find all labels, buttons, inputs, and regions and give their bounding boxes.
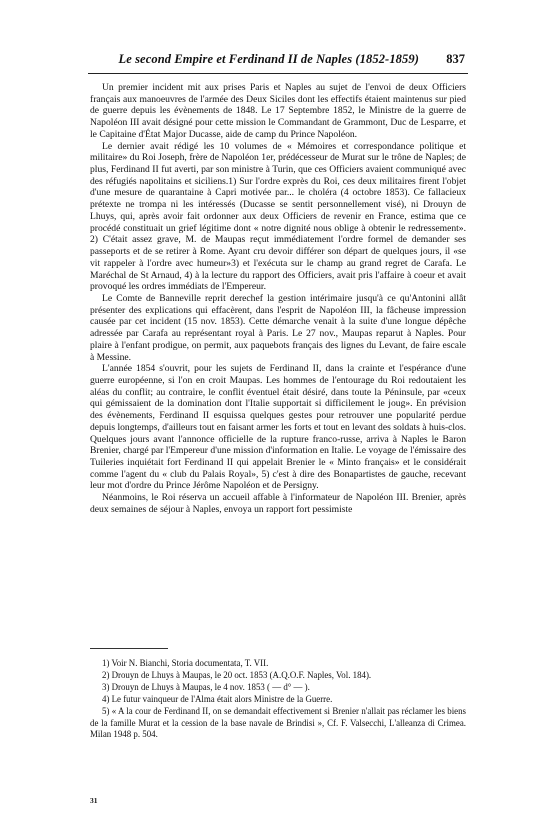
footnote-rule bbox=[90, 648, 168, 649]
paragraph: Néanmoins, le Roi réserva un accueil affable à l'informateur de Napoléon III. Brenier, après deux semaines de séjour à Naples, envoya un rapport fort pessimiste bbox=[90, 492, 466, 515]
printer-signature: 31 bbox=[90, 796, 98, 805]
header-rule bbox=[88, 73, 468, 74]
paragraph: Le Comte de Banneville reprit derechef la gestion intérimaire jusqu'à ce qu'Antonini allât présenter des explications qui effacèrent, dans l'esprit de Napoléon III, la fâcheuse impression causée par cet incident (15 nov. 1853). Cette démarche venait à la suite d'une longue dépêche adressée par Carafa au représentant royal à Paris. Le 27 nov., Maupas reparut à Naples. Pour plaire à l'enfant prodigue, on permit, aux paquebots français des lignes du Levant, de faire escale à Messine. bbox=[90, 292, 466, 363]
footnote: 4) Le futur vainqueur de l'Alma était alors Ministre de la Guerre. bbox=[102, 693, 333, 704]
page-number: 837 bbox=[446, 52, 465, 66]
paragraph: Le dernier avait rédigé les 10 volumes de « Mémoires et correspondance politique et militaire» du Roi Joseph, frère de Napoléon 1er, prédécesseur de Murat sur le trône de Naples; de plus, Ferdinand II fut averti, par son ministre à Turin, que ces Officiers avaient communiqué avec des réfugiés napolitains et siciliens.1) Sur l'ordre exprès du Roi, ces deux militaires firent l'objet d'une mesure de quarantaine à Capri motivée par... le choléra (4 octobre 1853). Ce fallacieux prétexte ne trompa ni les intéressés (Ducasse se sentit personnellement visé), ni Drouyn de Lhuys, qui, après avoir fait ordonner aux deux Officiers de revenir en France, estima que ce procédé constituait un grief légitime dont « notre dignité nous oblige à obtenir le redressement». 2) C'était assez grave, M. de Maupas reçut immédiatement l'ordre formel de demander ses passeports et de se retirer à Rome. Ayant cru devoir différer son départ de quelques jours, il «se vit rappeler à l'ordre avec humeur»3) et l'exécuta sur le champ au grand regret de Carafa. Le Maréchal de St Arnaud, 4) à la lecture du rapport des Officiers, avait pris l'affaire à coeur et avait provoqué les ordres immédiats de l'Empereur. bbox=[90, 140, 466, 293]
footnote: 5) « A la cour de Ferdinand II, on se demandait effectivement si Brenier n'allait pas réclamer les biens de la famille Murat et la cession de la base navale de Brindisi », Cf. F. Valsecchi, L'alleanza di Crimea. Milan 1948 p. 504. bbox=[90, 705, 466, 740]
running-header bbox=[90, 51, 465, 71]
paragraph: L'année 1854 s'ouvrit, pour les sujets de Ferdinand II, dans la crainte et l'espérance d'une guerre européenne, si l'on en croit Maupas. Les hommes de l'entourage du Roi redoutaient les aléas du conflit; au contraire, le conflit éventuel était désiré, dans toute la Péninsule, par «ceux qui gémissaient de la domination dont l'Italie supportait si difficilement le joug». En prévision des évènements, Ferdinand II esquissa quelques gestes pour retrouver une popularité perdue depuis longtemps, d'ailleurs tout en faisant armer les forts et tout en levant des soldats à huis-clos. Quelques jours avant l'annonce officielle de la rupture franco-russe, arriva à Naples le Baron Brenier, chargé par l'Empereur d'une mission d'information en Italie. Le voyage de l'émissaire des Tuileries inquiétait fort Ferdinand II qui appelait Brenier le « Minto français» et le considérait comme l'agent du « club du Palais Royal», 5) c'est à dire des Bonapartistes de gauche, recevant leur mot d'ordre du Prince Jérôme Napoléon et de Persigny. bbox=[90, 363, 466, 492]
footnote: 2) Drouyn de Lhuys à Maupas, le 20 oct. 1853 (A.Q.O.F. Naples, Vol. 184). bbox=[102, 669, 372, 680]
footnote: 1) Voir N. Bianchi, Storia documentata, T. VII. bbox=[102, 658, 269, 668]
footnotes bbox=[90, 658, 466, 741]
body-text bbox=[90, 82, 466, 516]
footnote: 3) Drouyn de Lhuys à Maupas, le 4 nov. 1853 ( — d° — ). bbox=[102, 681, 310, 692]
paragraph: Un premier incident mit aux prises Paris et Naples au sujet de l'envoi de deux Officiers français aux manoeuvres de l'armée des Deux Siciles dont les effectifs étaient maintenus sur pied de guerre depuis les évènements de 1848. Le 17 Septembre 1852, le Ministre de la guerre de Napoléon III avait désigné pour cette mission le Commandant de Grammont, Duc de Lesparre, et le Capitaine d'État Major Ducasse, aide de camp du Prince Napoléon. bbox=[90, 82, 466, 140]
header-title: Le second Empire et Ferdinand II de Naples (1852-1859) bbox=[118, 52, 419, 66]
